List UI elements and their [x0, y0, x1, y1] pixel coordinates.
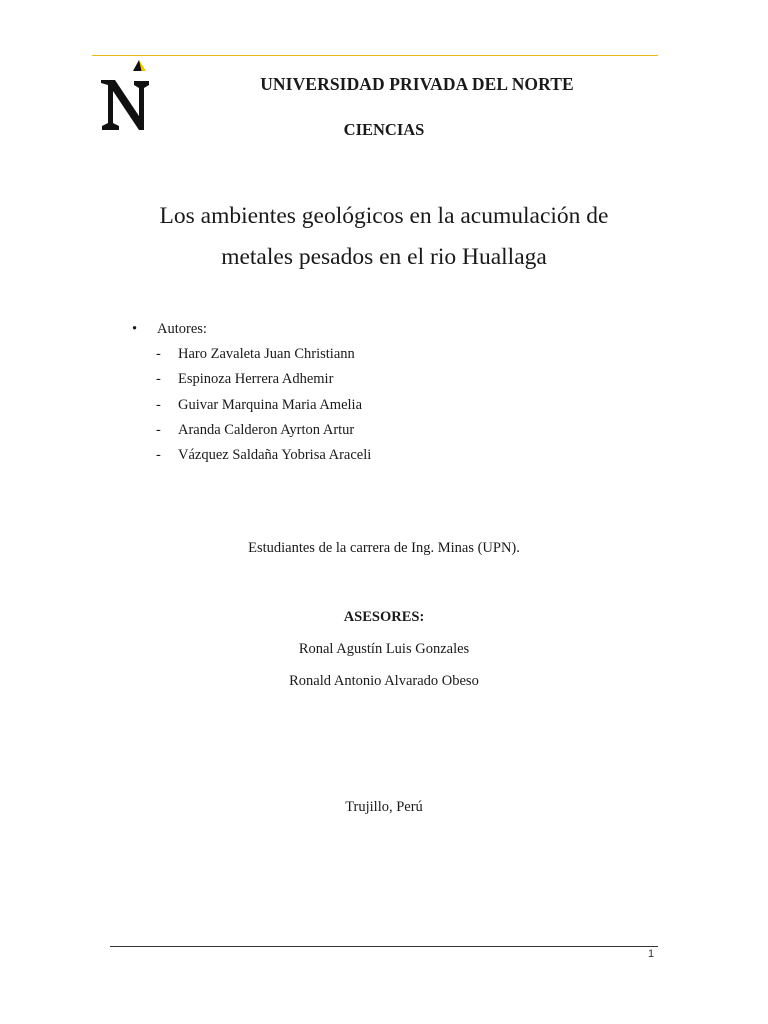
- authors-label: Autores:: [157, 321, 207, 337]
- author-name: Vázquez Saldaña Yobrisa Araceli: [178, 447, 372, 464]
- advisor-name: Ronal Agustín Luis Gonzales: [298, 641, 470, 657]
- list-item: [130, 394, 630, 419]
- dash-marker: -: [156, 371, 161, 388]
- faculty-name: CIENCIAS: [343, 120, 425, 139]
- place-and-country: Trujillo, Perú: [345, 799, 423, 815]
- advisors-heading: ASESORES:: [343, 609, 425, 625]
- list-item: [130, 444, 630, 469]
- list-item: [130, 419, 630, 444]
- list-item: [130, 368, 630, 393]
- dash-marker: -: [156, 396, 161, 413]
- author-name: Aranda Calderon Ayrton Artur: [178, 421, 355, 438]
- author-name: Guivar Marquina Maria Amelia: [178, 396, 363, 413]
- header-rule: [92, 55, 658, 56]
- document-title: [0, 196, 768, 278]
- dash-marker: -: [156, 346, 161, 362]
- authors-list: [130, 318, 630, 469]
- dash-marker: -: [156, 421, 161, 438]
- authors-heading: [130, 318, 630, 343]
- advisor-name: Ronald Antonio Alvarado Obeso: [289, 673, 479, 689]
- dash-marker: -: [156, 447, 161, 464]
- author-name: Espinoza Herrera Adhemir: [178, 371, 334, 388]
- university-name: UNIVERSIDAD PRIVADA DEL NORTE: [260, 74, 574, 94]
- title-line-2: metales pesados en el rio Huallaga: [221, 244, 547, 270]
- title-line-1: Los ambientes geológicos en la acumulación de: [159, 203, 609, 229]
- students-note: Estudiantes de la carrera de Ing. Minas (UPN).: [248, 540, 520, 556]
- page-number: 1: [648, 948, 655, 960]
- bullet-icon: •: [132, 321, 138, 337]
- author-name: Haro Zavaleta Juan Christiann: [178, 346, 355, 362]
- footer-rule: [110, 946, 658, 947]
- list-item: [130, 343, 630, 368]
